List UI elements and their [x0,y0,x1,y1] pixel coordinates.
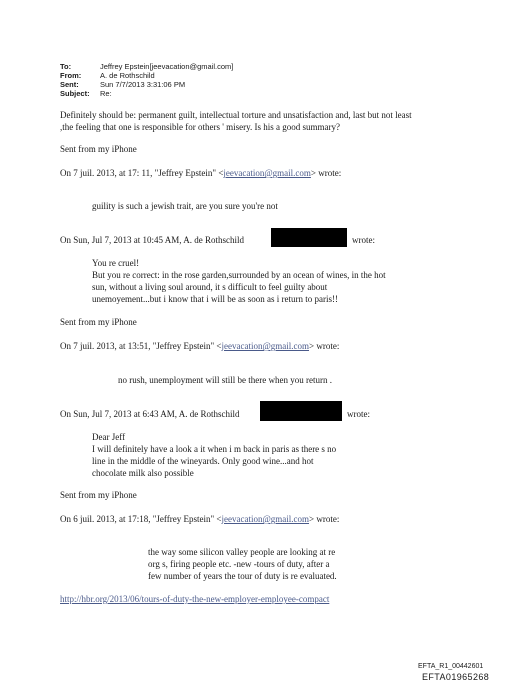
quote-4-line1: Dear Jeff [92,432,126,442]
email-link-1[interactable]: jeevacation@gmail.com [223,168,311,178]
quote-2-line4: unemoyement...but i know that i will be as soon as i return to paris!! [92,294,338,304]
to-row [60,62,233,71]
bates-id-1: EFTA_R1_00442601 [418,663,484,670]
to-label: To: [60,62,72,71]
quote-header-4-wrote: wrote: [347,409,370,419]
quote-4-line4: chocolate milk also possible [92,468,194,478]
email-link-2[interactable]: jeevacation@gmail.com [221,341,310,351]
quote-5-line1: the way some silicon valley people are looking at re [148,547,336,557]
quote-header-1: On 7 juil. 2013, at 17: 11, "Jeffrey Epstein" <jeevacation@gmail.com> wrote: [60,168,342,178]
signature-3: Sent from my iPhone [60,490,137,500]
quote-1-text: guility is such a jewish trait, are you sure you're not [92,201,278,211]
signature-1: Sent from my iPhone [60,144,137,154]
quote-2-line1: You re cruel! [92,258,140,268]
quote-2-line3: sun, without a living soul around, it s difficult to feel guilty about [92,282,328,292]
signature-2: Sent from my iPhone [60,317,137,327]
subject-label: Subject: [60,89,90,98]
redaction-box-2 [260,401,342,421]
quote-4-line2: I will definitely have a look a it when i m back in paris as there s no [92,444,337,454]
quote-header-5: On 6 juil. 2013, at 17:18, "Jeffrey Epstein" <jeevacation@gmail.com> wrote: [60,514,340,524]
sent-label: Sent: [60,80,79,89]
from-value: A. de Rothschild [100,71,155,80]
redaction-box-1 [271,228,347,247]
quote-header-2-wrote: wrote: [352,235,375,245]
sent-row [60,80,185,89]
subject-row [60,89,112,98]
quote-2-line2: But you re correct: in the rose garden,surrounded by an ocean of wines, in the hot [92,270,386,280]
bates-id-2: EFTA01965268 [422,672,490,682]
body-p1-line2: ,the feeling that one is responsible for others ' misery. Is his a good summary? [60,122,340,132]
from-label: From: [60,71,82,80]
quote-4-line3: line in the middle of the wineyards. Only good wine...and hot [92,456,314,466]
sent-value: Sun 7/7/2013 3:31:06 PM [100,80,186,89]
quote-5-line3: few number of years the tour of duty is re evaluated. [148,571,337,581]
subject-value: Re: [100,89,112,98]
quote-header-4: On Sun, Jul 7, 2013 at 6:43 AM, A. de Rothschild [60,409,240,419]
body-p1-line1: Definitely should be: permanent guilt, intellectual torture and unsatisfaction and, last but not least [60,110,412,120]
from-row [60,71,155,80]
quote-3-text: no rush, unemployment will still be there when you return . [118,375,332,385]
quote-header-2: On Sun, Jul 7, 2013 at 10:45 AM, A. de Rothschild [60,235,245,245]
article-link[interactable]: http://hbr.org/2013/06/tours-of-duty-the-new-employer-employee-compact [60,594,330,604]
to-value: Jeffrey Epstein[jeevacation@gmail.com] [100,62,234,71]
email-link-3[interactable]: jeevacation@gmail.com [221,514,310,524]
quote-header-3: On 7 juil. 2013, at 13:51, "Jeffrey Epstein" <jeevacation@gmail.com> wrote: [60,341,340,351]
quote-5-line2: org s, firing people etc. -new -tours of duty, after a [148,559,330,569]
